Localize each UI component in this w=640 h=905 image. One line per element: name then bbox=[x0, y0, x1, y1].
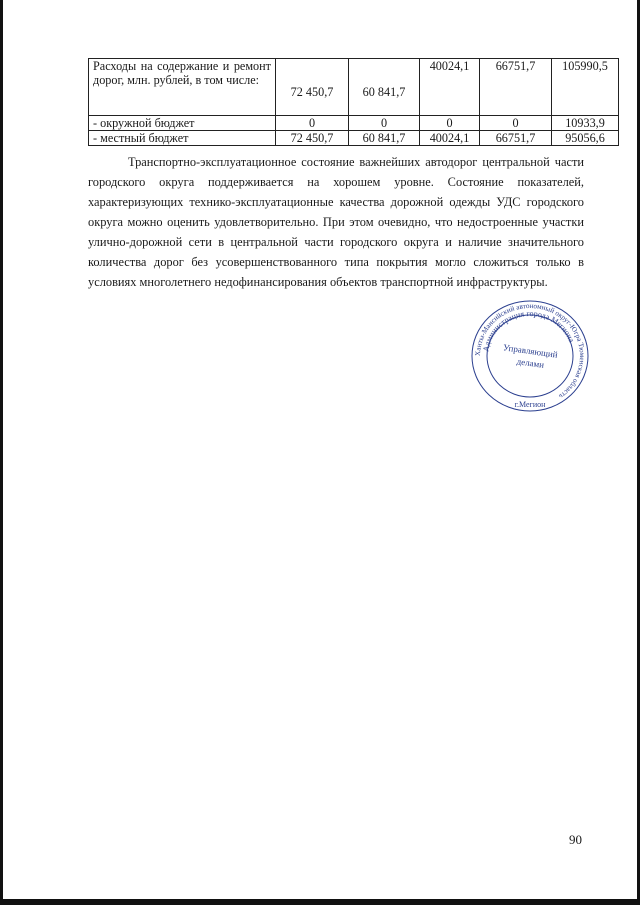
table-cell: 72 450,7 bbox=[276, 59, 349, 116]
table-row bbox=[89, 116, 619, 131]
body-paragraph: Транспортно-эксплуатационное состояние важнейших автодорог центральной части городского округа поддерживается на хорошем уровне. Состояние показателей, характеризующих технико-эксплуатационные качества дорожной одежды УДС городского округа можно оценить удовлетворительно. При этом очевидно, что недостроенные участки улично-дорожной сети в центральной части городского округа и наличие значительного количества дорог без усовершенствованного типа покрытия могло сложиться только в условиях многолетнего недофинансирования объектов транспортной инфраструктуры. bbox=[88, 155, 584, 289]
table-cell: 60 841,7 bbox=[349, 131, 420, 146]
seal-inner-text-path: Администрация города Мегиона bbox=[481, 308, 577, 353]
official-seal-icon bbox=[468, 297, 592, 415]
table-cell: 95056,6 bbox=[552, 131, 619, 146]
table-cell: 0 bbox=[480, 116, 552, 131]
page-edge-bottom bbox=[0, 899, 640, 905]
table-cell: 40024,1 bbox=[420, 131, 480, 146]
page-number: 90 bbox=[569, 832, 582, 847]
table-cell: 0 bbox=[349, 116, 420, 131]
table-cell: 0 bbox=[276, 116, 349, 131]
table-cell: 66751,7 bbox=[480, 131, 552, 146]
row-label: Расходы на содержание и ремонт дорог, млн. рублей, в том числе: bbox=[89, 59, 276, 116]
table-cell: 10933,9 bbox=[552, 116, 619, 131]
row-label: - местный бюджет bbox=[89, 131, 276, 146]
seal-center-line2: делами bbox=[516, 356, 545, 370]
seal-center-line1: Управляющий bbox=[502, 342, 559, 360]
table-cell: 72 450,7 bbox=[276, 131, 349, 146]
page-edge-left bbox=[0, 0, 3, 905]
seal-outer-text-path: Ханты-Мансийский автономный округ-Югра Тюменская область bbox=[473, 301, 587, 401]
row-label: - окружной бюджет bbox=[89, 116, 276, 131]
seal-bottom-text: г.Мегион bbox=[514, 400, 546, 409]
table-cell: 0 bbox=[420, 116, 480, 131]
table-row bbox=[89, 59, 619, 116]
table-cell: 40024,1 bbox=[420, 59, 480, 116]
table-cell: 105990,5 bbox=[552, 59, 619, 116]
table-cell: 60 841,7 bbox=[349, 59, 420, 116]
table-cell: 66751,7 bbox=[480, 59, 552, 116]
table-row bbox=[89, 131, 619, 146]
road-expenses-table bbox=[88, 58, 619, 146]
